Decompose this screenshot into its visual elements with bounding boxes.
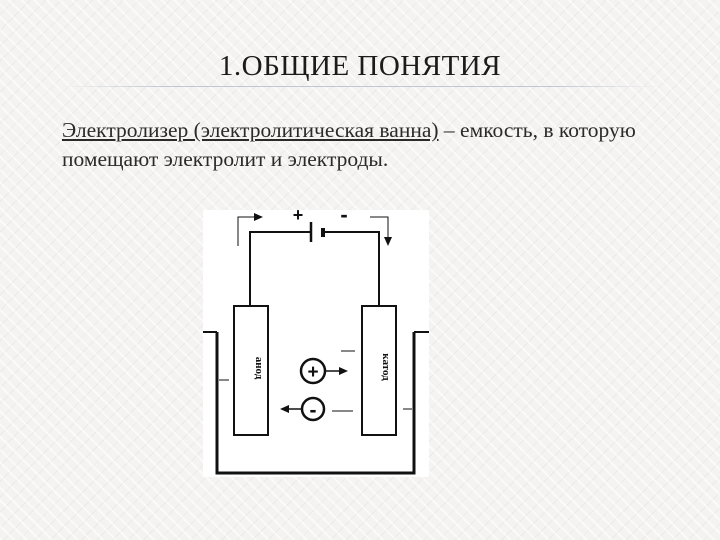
definition-term: Электролизер (электролитическая ванна) — [62, 118, 439, 142]
anode-label: анод — [253, 356, 265, 380]
electrolyzer-diagram — [203, 210, 429, 477]
battery-plus-label: + — [292, 210, 304, 225]
anion-arrow-head — [280, 405, 289, 413]
current-arrow-left-head — [254, 213, 263, 221]
cation-arrow-head — [339, 367, 348, 375]
current-arrow-right-head — [384, 237, 392, 246]
wire-left — [250, 232, 311, 306]
electrolyzer-svg — [203, 210, 429, 477]
title-divider — [60, 86, 660, 87]
cation-sign: + — [307, 362, 319, 383]
battery-minus-label: - — [340, 210, 348, 227]
slide-title: 1.ОБЩИЕ ПОНЯТИЯ — [218, 50, 502, 82]
definition-text: – емкость, в которую помещают электролит и электроды. — [62, 118, 636, 171]
wire-right — [325, 232, 379, 306]
cathode-label: катод — [380, 353, 392, 381]
definition-paragraph — [62, 116, 702, 174]
anion-sign: - — [309, 399, 317, 422]
